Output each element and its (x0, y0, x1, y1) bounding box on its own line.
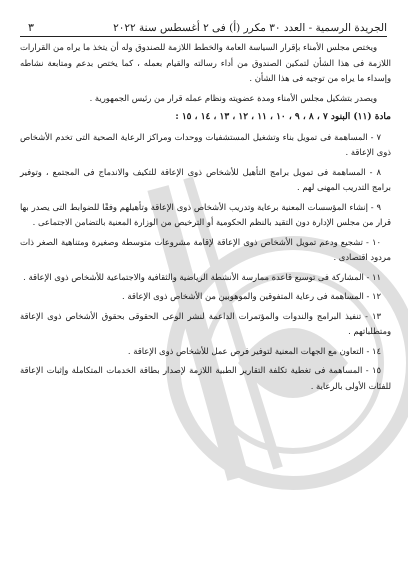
body-paragraph: ويختص مجلس الأمناء بإقرار السياسة العامة والخطط اللازمة للصندوق وله أن يتخذ ما يراه من القرارات اللازمة فى هذا الشأن لتمكين الصندوق من أداء رسالته والقيام بعمله ، كما يختص بدعم ومتابعة نشاطه وإسداء ما يراه من توجيه فى هذا الشأن . (20, 42, 391, 83)
article-item: ٧ - المساهمة فى تمويل بناء وتشغيل المستشفيات ووحدات ومراكز الرعاية الصحية التى تخدم الأشخاص ذوى الإعاقة . (20, 131, 391, 157)
article-item: ٨ - المساهمة فى تمويل برامج التأهيل للأشخاص ذوى الإعاقة للتكيف والاندماج فى المجتمع ، وتوفير برامج التدريب المهنى لهم . (20, 166, 391, 192)
article-item: ١٤ - التعاون مع الجهات المعنية لتوفير فرص عمل للأشخاص ذوى الإعاقة . (127, 345, 381, 356)
page-body (20, 40, 391, 398)
body-paragraph: ويصدر بتشكيل مجلس الأمناء ومدة عضويته ونظام عمله قرار من رئيس الجمهورية . (89, 92, 377, 103)
article-item: ١٥ - المساهمة فى تغطية تكلفة التقارير الطبية اللازمة لإصدار بطاقة الخدمات المتكاملة وإثبات الإعاقة للفئات الأولى بالرعاية . (20, 365, 391, 391)
page-number: ٣ (28, 21, 34, 34)
article-item: ١٢ - المساهمة فى رعاية المتفوقين والموهوبين من الأشخاص ذوى الإعاقة . (122, 291, 381, 301)
gazette-header (20, 10, 387, 37)
article-item: ١٣ - تنفيذ البرامج والندوات والمؤتمرات الداعمة لنشر الوعى الحقوقى بحقوق الأشخاص ذوى الإعاقة ومتطلباتهم . (20, 310, 391, 336)
article-heading: مادة (١١) البنود ٧ ، ٨ ، ٩ ، ١٠ ، ١١ ، ١٢ ، ١٣ ، ١٤ ، ١٥ : (175, 112, 391, 122)
article-item: ١٠ - تشجيع ودعم تمويل الأشخاص ذوى الإعاقة لإقامة مشروعات متوسطة وصغيرة ومتناهية الصغر ذات مردود اقتصادى . (20, 236, 391, 262)
article-item: ٩ - إنشاء المؤسسات المعنية برعاية وتدريب الأشخاص ذوى الإعاقة وتأهيلهم وفقًا للضوابط التى يصدر بها قرار من مجلس الإدارة دون التقيد بالنظم الحكومية أو الترخيص من الوزارة المعنية بالتضامن الاجتماعى . (20, 201, 391, 227)
article-item: ١١ - المشاركة فى توسيع قاعدة ممارسة الأنشطة الرياضية والثقافية والاجتماعية للأشخاص ذوى الإعاقة . (23, 271, 381, 282)
gazette-title: الجريدة الرسمية - العدد ٣٠ مكرر (أ) فى ٢ أغسطس سنة ٢٠٢٢ (113, 22, 387, 34)
